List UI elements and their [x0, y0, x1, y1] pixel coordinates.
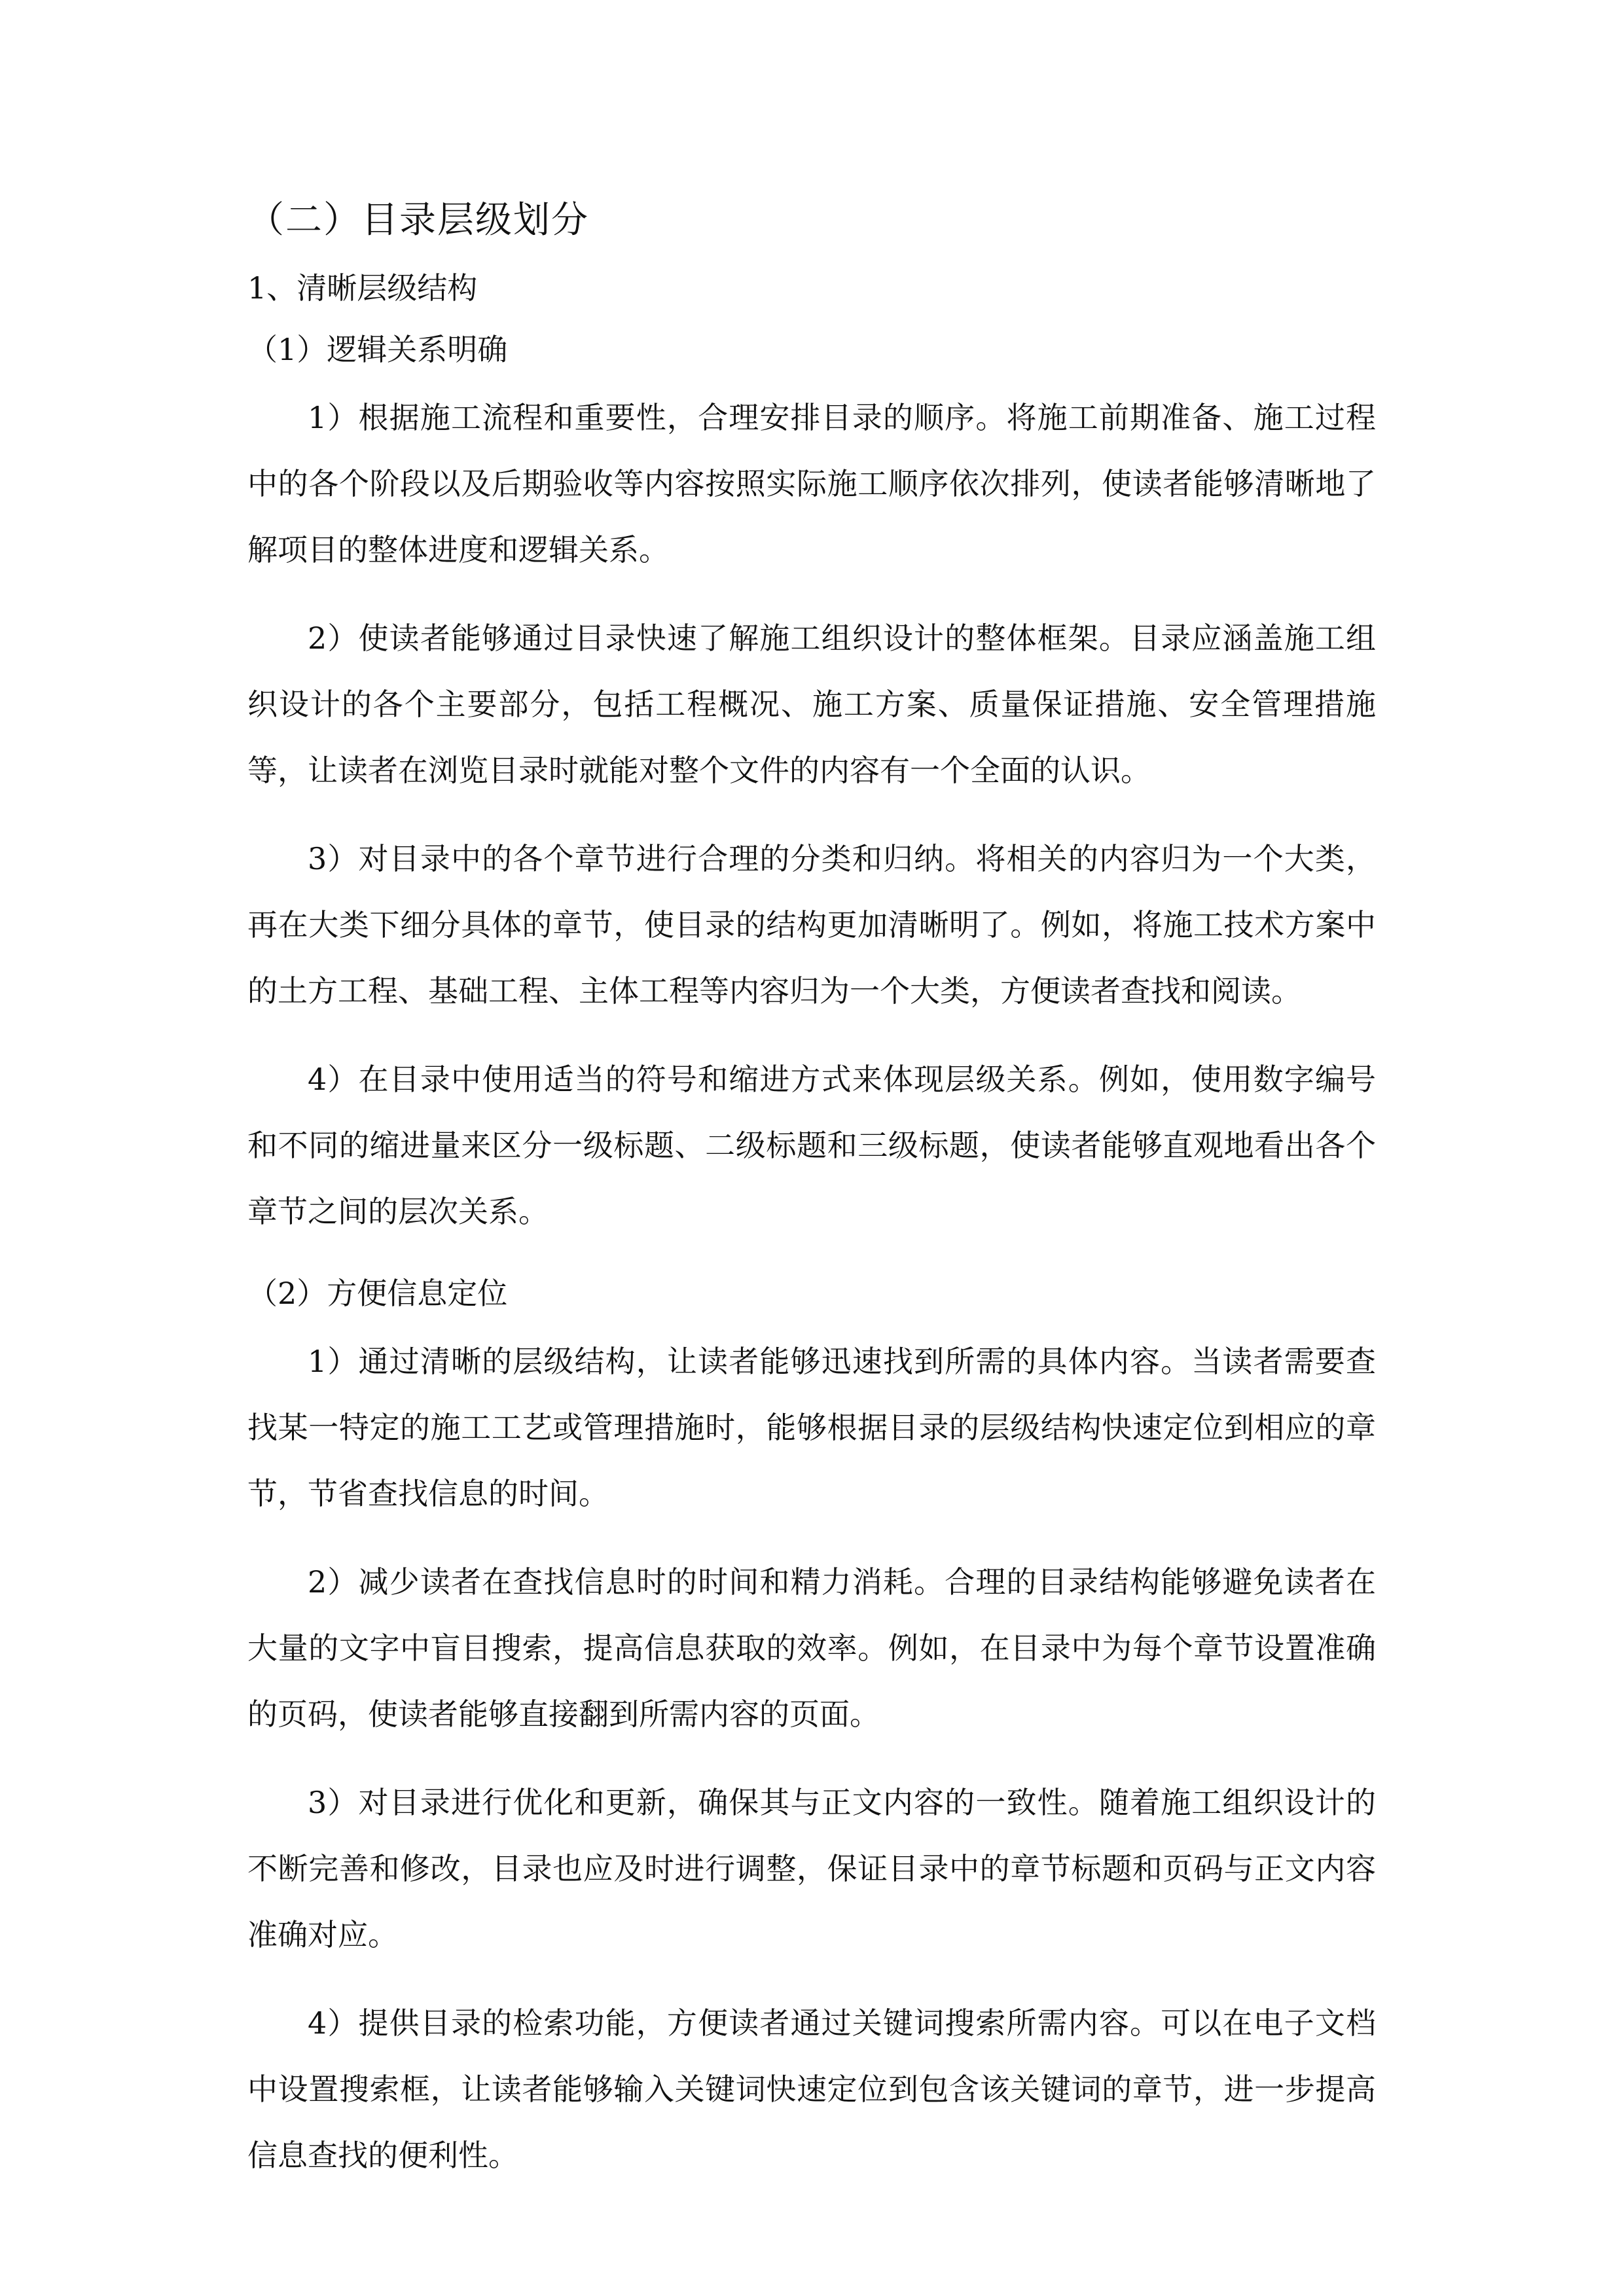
paragraph: 3）对目录进行优化和更新，确保其与正文内容的一致性。随着施工组织设计的不断完善和修改，目录也应及时进行调整，保证目录中的章节标题和页码与正文内容准确对应。 [247, 1785, 1376, 1952]
section-title: （二）目录层级划分 [247, 199, 589, 242]
document-body [247, 191, 1376, 2211]
paragraph: 4）在目录中使用适当的符号和缩进方式来体现层级关系。例如，使用数字编号和不同的缩进量来区分一级标题、二级标题和三级标题，使读者能够直观地看出各个章节之间的层次关系。 [247, 1062, 1376, 1229]
paragraph: 1）通过清晰的层级结构，让读者能够迅速找到所需的具体内容。当读者需要查找某一特定的施工工艺或管理措施时，能够根据目录的层级结构快速定位到相应的章节，节省查找信息的时间。 [247, 1344, 1376, 1511]
paragraph: 3）对目录中的各个章节进行合理的分类和归纳。将相关的内容归为一个大类，再在大类下细分具体的章节，使目录的结构更加清晰明了。例如，将施工技术方案中的土方工程、基础工程、主体工程等内容归为一个大类，方便读者查找和阅读。 [247, 841, 1376, 1009]
paragraph: 2）使读者能够通过目录快速了解施工组织设计的整体框架。目录应涵盖施工组织设计的各个主要部分，包括工程概况、施工方案、质量保证措施、安全管理措施等，让读者在浏览目录时就能对整个文件的内容有一个全面的认识。 [247, 620, 1376, 788]
paragraph: 2）减少读者在查找信息时的时间和精力消耗。合理的目录结构能够避免读者在大量的文字中盲目搜索，提高信息获取的效率。例如，在目录中为每个章节设置准确的页码，使读者能够直接翻到所需内容的页面。 [247, 1564, 1376, 1732]
group-heading-logic: （1）逻辑关系明确 [247, 332, 508, 367]
paragraph: 1）根据施工流程和重要性，合理安排目录的顺序。将施工前期准备、施工过程中的各个阶段以及后期验收等内容按照实际施工顺序依次排列，使读者能够清晰地了解项目的整体进度和逻辑关系。 [247, 400, 1376, 567]
paragraph: 4）提供目录的检索功能，方便读者通过关键词搜索所需内容。可以在电子文档中设置搜索框，让读者能够输入关键词快速定位到包含该关键词的章节，进一步提高信息查找的便利性。 [247, 2005, 1376, 2173]
group-heading-locate: （2）方便信息定位 [247, 1276, 508, 1311]
subsection-title: 1、清晰层级结构 [247, 270, 478, 306]
